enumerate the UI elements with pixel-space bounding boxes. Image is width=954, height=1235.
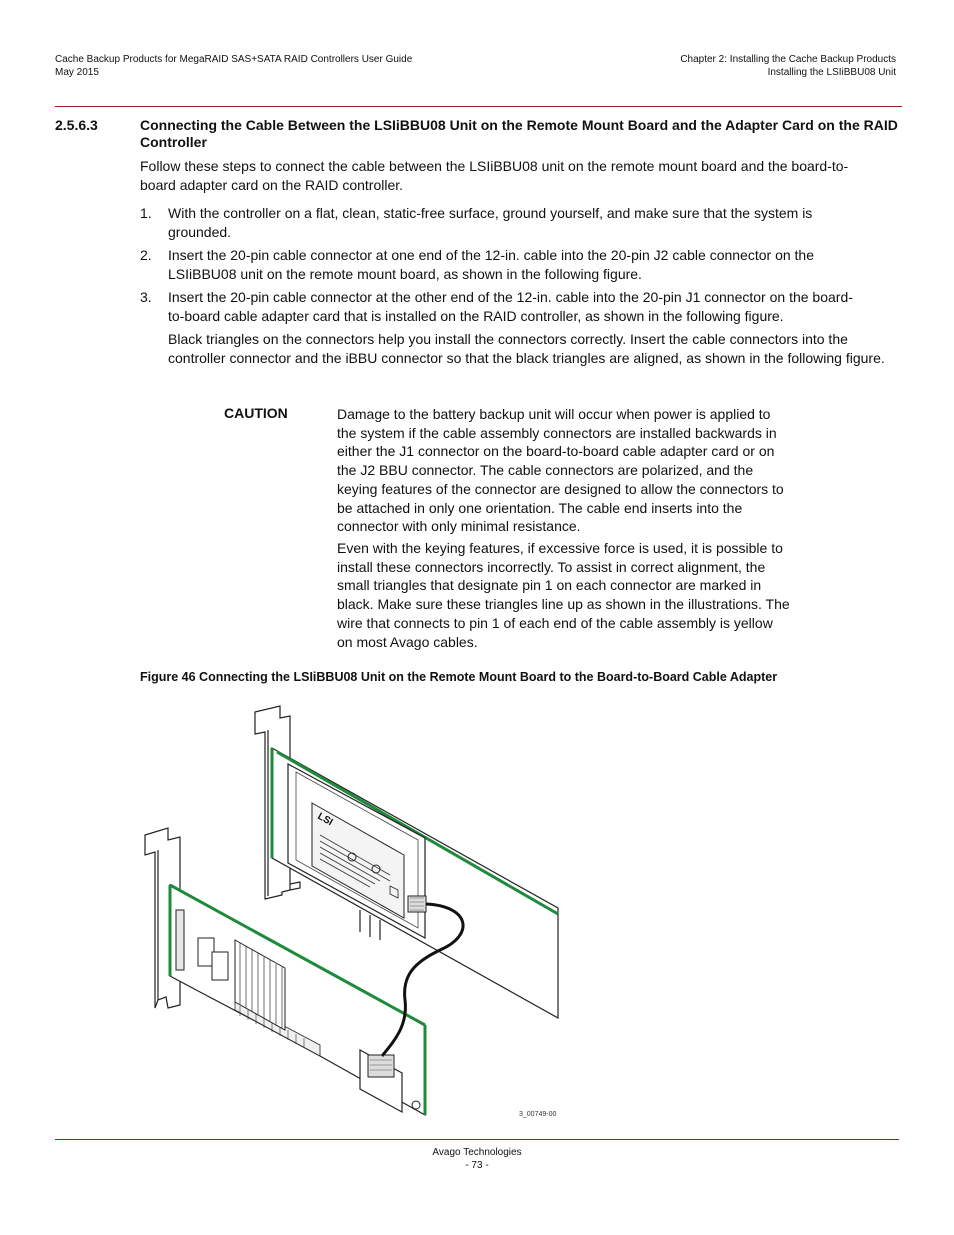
header-rule [55,106,902,107]
lsi-logo-label: LSI [315,811,335,829]
step-number: 2. [140,247,152,263]
section-running-title: Installing the LSIiBBU08 Unit [767,67,896,78]
j2-bbu-connector [408,896,426,912]
step-text: Insert the 20-pin cable connector at one end of the 12-in. cable into the 20-pin J2 cable connector on the LSIiBBU08 unit on the remote mount board, as shown in the following figure. [168,247,814,282]
footer-rule [55,1139,899,1140]
chapter-title: Chapter 2: Installing the Cache Backup Products [680,54,896,65]
step-text: With the controller on a flat, clean, static-free surface, ground yourself, and make sure that the system is grounded. [168,205,813,240]
step-text: Insert the 20-pin cable connector at the other end of the 12-in. cable into the 20-pin J1 connector on the board-to-board cable adapter card that is installed on the RAID controller, as shown in the following figure. [168,289,853,324]
step-number: 3. [140,289,152,305]
step-note: Black triangles on the connectors help you install the connectors correctly. Insert the cable connectors into the controller connector and the iBBU connector so that the black triangles are aligned, as shown in the following figure. [168,331,885,366]
caution-paragraph: Even with the keying features, if excessive force is used, it is possible to install these connectors incorrectly. To assist in correct alignment, the small triangles that designate pin 1 on each connector are marked in black. Make sure these triangles line up as shown in the illustrations. The wire that connects to pin 1 of each end of the cable assembly is yellow on most Avago cables. [337,540,790,650]
running-header-left [55,53,412,79]
running-header-right [680,53,896,79]
caution-paragraph: Damage to the battery backup unit will occur when power is applied to the system if the cable assembly connectors are installed backwards in either the J1 connector on the board-to-board cable adapter card or on the J2 BBU connector. The cable connectors are polarized, and the keying features of the connector are designed to allow the connectors to be attached in only one orientation. The cable end inserts into the connector with only minimal resistance. [337,406,784,535]
page-footer [0,1146,954,1172]
caution-label: CAUTION [224,405,288,421]
figure-id: 3_00749-00 [519,1111,557,1118]
guide-title: Cache Backup Products for MegaRAID SAS+SATA RAID Controllers User Guide [55,54,413,65]
section-number: 2.5.6.3 [55,117,98,133]
figure-illustration [140,700,570,1125]
company-name: Avago Technologies [432,1147,522,1158]
page-number: - 73 - [465,1160,489,1171]
publication-date: May 2015 [55,67,99,78]
ibbu-battery-unit [288,764,425,938]
step-number: 1. [140,205,152,221]
figure-caption: Figure 46 Connecting the LSIiBBU08 Unit on the Remote Mount Board to the Board-to-Board Cable Adapter [140,670,778,684]
section-title: Connecting the Cable Between the LSIiBBU08 Unit on the Remote Mount Board and the Adapter Card on the RAID Controller [140,117,898,150]
intro-paragraph: Follow these steps to connect the cable between the LSIiBBU08 unit on the remote mount board and the board-to-board adapter card on the RAID controller. [140,158,849,193]
